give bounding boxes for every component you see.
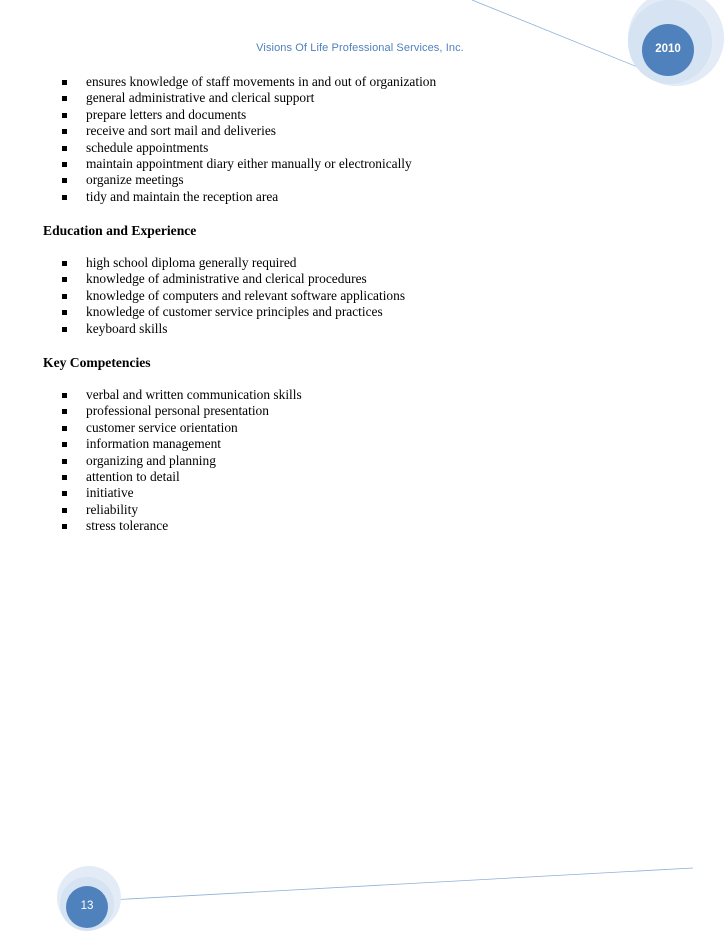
bullet-square-icon bbox=[62, 491, 67, 496]
list-item bbox=[0, 469, 728, 485]
bullet-square-icon bbox=[62, 524, 67, 529]
list-item bbox=[0, 304, 728, 320]
list-item-text: keyboard skills bbox=[86, 320, 168, 336]
list-item-text: knowledge of customer service principles and practices bbox=[86, 304, 383, 320]
bullet-square-icon bbox=[62, 113, 67, 118]
list-item bbox=[0, 107, 728, 123]
list-item bbox=[0, 485, 728, 501]
list-item-text: prepare letters and documents bbox=[86, 106, 247, 122]
bullet-square-icon bbox=[62, 129, 67, 134]
list-item bbox=[0, 189, 728, 205]
education-heading: Education and Experience bbox=[43, 223, 197, 238]
bullet-square-icon bbox=[62, 261, 67, 266]
bullet-square-icon bbox=[62, 310, 67, 315]
list-item bbox=[0, 74, 728, 90]
duties-list bbox=[0, 74, 728, 205]
page-number-badge bbox=[57, 866, 121, 931]
list-item-text: organize meetings bbox=[86, 172, 184, 188]
list-item bbox=[0, 140, 728, 156]
education-list bbox=[0, 255, 728, 337]
header-year: 2010 bbox=[655, 43, 681, 55]
bullet-square-icon bbox=[62, 327, 67, 332]
header-company-name: Visions Of Life Professional Services, Inc. bbox=[256, 42, 464, 54]
list-item bbox=[0, 502, 728, 518]
list-item bbox=[0, 387, 728, 403]
list-item bbox=[0, 90, 728, 106]
bullet-square-icon bbox=[62, 459, 67, 464]
list-item-text: knowledge of computers and relevant software applications bbox=[86, 287, 406, 303]
list-item bbox=[0, 288, 728, 304]
bullet-square-icon bbox=[62, 178, 67, 183]
list-item-text: receive and sort mail and deliveries bbox=[86, 123, 276, 139]
list-item bbox=[0, 518, 728, 534]
bullet-square-icon bbox=[62, 162, 67, 167]
list-item bbox=[0, 123, 728, 139]
list-item bbox=[0, 420, 728, 436]
list-item-text: initiative bbox=[86, 485, 134, 501]
list-item-text: verbal and written communication skills bbox=[86, 387, 302, 402]
list-item-text: tidy and maintain the reception area bbox=[86, 188, 279, 204]
bullet-square-icon bbox=[62, 146, 67, 151]
list-item bbox=[0, 172, 728, 188]
bullet-square-icon bbox=[62, 409, 67, 414]
list-item-text: knowledge of administrative and clerical procedures bbox=[86, 271, 367, 287]
bullet-square-icon bbox=[62, 277, 67, 282]
list-item bbox=[0, 453, 728, 469]
page-number: 13 bbox=[80, 900, 94, 912]
list-item-text: stress tolerance bbox=[86, 518, 169, 534]
list-item-text: ensures knowledge of staff movements in and out of organization bbox=[86, 74, 437, 89]
competencies-heading: Key Competencies bbox=[43, 355, 151, 370]
list-item-text: high school diploma generally required bbox=[86, 255, 297, 270]
footer-rule-line bbox=[110, 868, 693, 900]
list-item-text: customer service orientation bbox=[86, 419, 238, 435]
list-item bbox=[0, 156, 728, 172]
bullet-square-icon bbox=[62, 96, 67, 101]
bullet-square-icon bbox=[62, 195, 67, 200]
list-item-text: information management bbox=[86, 436, 221, 452]
list-item-text: schedule appointments bbox=[86, 139, 209, 155]
competencies-list bbox=[0, 387, 728, 535]
list-item bbox=[0, 403, 728, 419]
header-rule-line bbox=[472, 0, 640, 68]
list-item-text: attention to detail bbox=[86, 468, 180, 484]
bullet-square-icon bbox=[62, 426, 67, 431]
bullet-square-icon bbox=[62, 475, 67, 480]
list-item-text: reliability bbox=[86, 501, 139, 517]
bullet-square-icon bbox=[62, 393, 67, 398]
list-item bbox=[0, 436, 728, 452]
list-item-text: organizing and planning bbox=[86, 452, 216, 468]
list-item-text: professional personal presentation bbox=[86, 403, 269, 419]
list-item bbox=[0, 271, 728, 287]
list-item bbox=[0, 321, 728, 337]
bullet-square-icon bbox=[62, 442, 67, 447]
list-item bbox=[0, 255, 728, 271]
bullet-square-icon bbox=[62, 80, 67, 85]
bullet-square-icon bbox=[62, 294, 67, 299]
list-item-text: general administrative and clerical support bbox=[86, 90, 315, 106]
bullet-square-icon bbox=[62, 508, 67, 513]
list-item-text: maintain appointment diary either manually or electronically bbox=[86, 155, 412, 171]
